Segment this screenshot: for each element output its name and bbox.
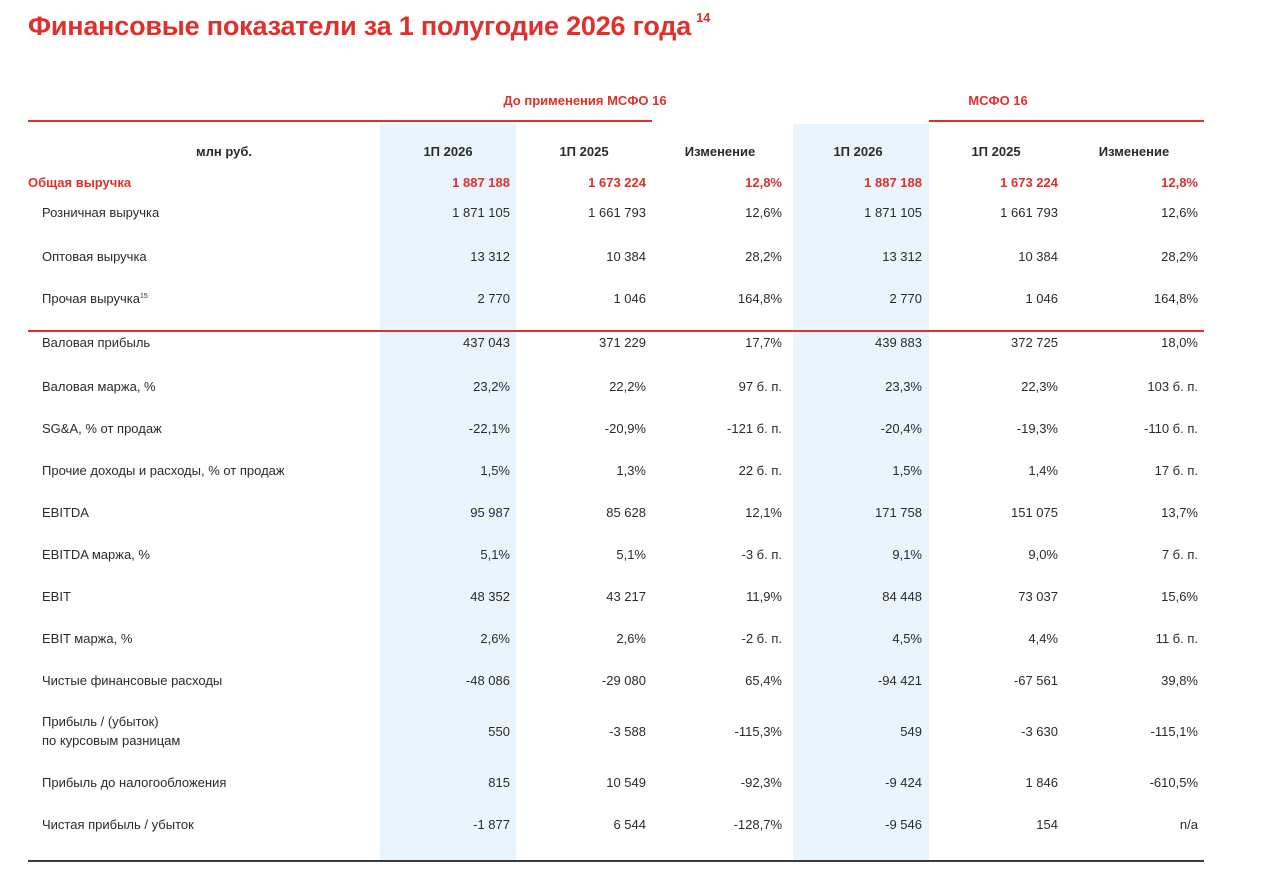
cell: 5,1% [480, 546, 510, 562]
cell: 103 б. п. [1147, 378, 1198, 394]
table-row [28, 533, 1204, 575]
row-label: Прочие доходы и расходы, % от продаж [42, 462, 285, 478]
cell: 22,3% [1021, 378, 1058, 394]
row-label: Чистая прибыль / убыток [42, 816, 194, 832]
cell: 73 037 [1018, 588, 1058, 604]
table-header-row [28, 128, 1204, 174]
header-top-rule-right [929, 120, 1204, 122]
cell: 10 384 [606, 248, 646, 264]
row-label-line: по курсовым разницам [42, 733, 181, 748]
header-top-rule-left [28, 120, 652, 122]
cell: 10 384 [1018, 248, 1058, 264]
cell: -128,7% [733, 816, 782, 832]
cell: -94 421 [877, 672, 922, 688]
col-header: 1П 2025 [971, 143, 1021, 159]
cell: 13 312 [882, 248, 922, 264]
cell: -92,3% [740, 774, 782, 790]
cell: 151 075 [1011, 504, 1058, 520]
cell: -110 б. п. [1144, 420, 1198, 436]
col-header: 1П 2026 [833, 143, 883, 159]
cell: 13,7% [1161, 504, 1198, 520]
cell: 22 б. п. [738, 462, 782, 478]
cell: 12,6% [745, 205, 782, 220]
cell: 2 770 [477, 290, 510, 306]
table-row [28, 235, 1204, 277]
cell: 43 217 [606, 588, 646, 604]
cell: 18,0% [1161, 334, 1198, 350]
table-row [28, 407, 1204, 449]
cell: 13 312 [470, 248, 510, 264]
cell: -22,1% [468, 420, 510, 436]
cell: 5,1% [616, 546, 646, 562]
row-label: EBIT [42, 588, 71, 604]
total-revenue-row [28, 174, 1204, 190]
table-row [28, 190, 1204, 235]
row-footnote: 15 [139, 292, 148, 300]
cell: 549 [900, 723, 922, 739]
row-label: Валовая прибыль [42, 334, 151, 350]
cell: -3 630 [1021, 723, 1058, 739]
row-label: Чистые финансовые расходы [42, 672, 223, 688]
cell: -48 086 [465, 672, 510, 688]
cell: 1 846 [1025, 774, 1058, 790]
row-label-line: Прибыль / (убыток) [42, 714, 159, 729]
cell: 1,3% [616, 462, 646, 478]
col-header: 1П 2026 [423, 143, 473, 159]
cell: 85 628 [606, 504, 646, 520]
cell: 12,8% [745, 174, 782, 190]
cell: 97 б. п. [738, 378, 782, 394]
main-rows [28, 319, 1204, 845]
cell: 1 871 105 [452, 205, 510, 220]
title-footnote: 14 [696, 10, 711, 25]
row-label: Розничная выручка [42, 205, 160, 220]
cell: 9,0% [1028, 546, 1058, 562]
row-label: Общая выручка [28, 174, 132, 190]
cell: 4,5% [892, 630, 922, 646]
table-row [28, 617, 1204, 659]
financials-table [28, 128, 1204, 845]
table-row [28, 803, 1204, 845]
cell: 17,7% [745, 334, 782, 350]
page-title [28, 10, 710, 42]
cell: -20,9% [604, 420, 646, 436]
row-label: EBITDA [42, 504, 89, 520]
col-header: Изменение [684, 143, 756, 159]
cell: -9 424 [885, 774, 922, 790]
cell: 22,2% [609, 378, 646, 394]
cell: 437 043 [463, 334, 510, 350]
cell: 9,1% [892, 546, 922, 562]
cell: 15,6% [1161, 588, 1198, 604]
cell: -3 588 [609, 723, 646, 739]
cell: 1 046 [1025, 290, 1058, 306]
cell: 1 673 224 [588, 174, 646, 190]
cell: 171 758 [875, 504, 922, 520]
cell: 371 229 [599, 334, 646, 350]
cell: -2 б. п. [741, 630, 782, 646]
cell: 1 887 188 [452, 174, 510, 190]
cell: 7 б. п. [1161, 546, 1198, 562]
group-label-ifrs16: МСФО 16 [968, 93, 1028, 108]
cell: 28,2% [1161, 248, 1198, 264]
cell: 154 [1036, 816, 1058, 832]
cell: -121 б. п. [727, 420, 782, 436]
cell: 2 770 [889, 290, 922, 306]
cell: 12,8% [1161, 174, 1198, 190]
table-row [28, 319, 1204, 365]
cell: -9 546 [885, 816, 922, 832]
cell: 164,8% [737, 290, 782, 306]
row-label: Оптовая выручка [42, 248, 147, 264]
table-bottom-rule [28, 860, 1204, 862]
group-label-pre-ifrs16: До применения МСФО 16 [503, 93, 667, 108]
row-label [28, 701, 380, 761]
table-row [28, 659, 1204, 701]
cell: 1,5% [892, 462, 922, 478]
cell: 39,8% [1161, 672, 1198, 688]
row-label [28, 277, 380, 319]
cell: 1,4% [1028, 462, 1058, 478]
cell: 2,6% [480, 630, 510, 646]
cell: 1 887 188 [864, 174, 922, 190]
cell: n/a [1179, 816, 1198, 832]
table-row [28, 449, 1204, 491]
cell: 6 544 [613, 816, 646, 832]
cell: 1 661 793 [588, 205, 646, 220]
cell: 12,6% [1161, 205, 1198, 220]
cell: 12,1% [745, 504, 782, 520]
cell: 95 987 [470, 504, 510, 520]
cell: -19,3% [1016, 420, 1058, 436]
cell: 372 725 [1011, 334, 1058, 350]
table-row [28, 277, 1204, 319]
table-row [28, 701, 1204, 761]
cell: 164,8% [1153, 290, 1198, 306]
row-label: Прибыль до налогообложения [42, 774, 227, 790]
cell: 439 883 [875, 334, 922, 350]
cell: -29 080 [601, 672, 646, 688]
cell: 84 448 [882, 588, 922, 604]
cell: 815 [488, 774, 510, 790]
cell: 65,4% [745, 672, 782, 688]
table-row [28, 491, 1204, 533]
cell: 23,3% [885, 378, 922, 394]
cell: 4,4% [1028, 630, 1058, 646]
page-title-text: Финансовые показатели за 1 полугодие 2026 года [28, 11, 692, 41]
cell: -20,4% [880, 420, 922, 436]
cell: 1 871 105 [864, 205, 922, 220]
row-label: Валовая маржа, % [42, 378, 156, 394]
cell: -3 б. п. [741, 546, 782, 562]
row-label: EBIT маржа, % [42, 630, 133, 646]
cell: -1 877 [473, 816, 510, 832]
col-header: 1П 2025 [559, 143, 609, 159]
table-row [28, 761, 1204, 803]
row-label: EBITDA маржа, % [42, 546, 150, 562]
cell: 1 673 224 [1000, 174, 1058, 190]
cell: -115,3% [734, 723, 782, 739]
cell: 11 б. п. [1155, 630, 1198, 646]
table-row [28, 365, 1204, 407]
cell: -115,1% [1150, 723, 1198, 739]
table-row [28, 575, 1204, 617]
cell: 17 б. п. [1154, 462, 1198, 478]
row-label: SG&A, % от продаж [42, 420, 162, 436]
cell: 48 352 [470, 588, 510, 604]
cell: 1 661 793 [1000, 205, 1058, 220]
cell: 10 549 [606, 774, 646, 790]
cell: 550 [488, 723, 510, 739]
cell: 28,2% [745, 248, 782, 264]
cell: -610,5% [1149, 774, 1198, 790]
cell: 23,2% [473, 378, 510, 394]
cell: 11,9% [746, 588, 782, 604]
cell: 1 046 [613, 290, 646, 306]
cell: 2,6% [616, 630, 646, 646]
cell: -67 561 [1013, 672, 1058, 688]
row-label-text: Прочая выручка [42, 290, 140, 306]
cell: 1,5% [480, 462, 510, 478]
unit-header: млн руб. [196, 143, 252, 159]
col-header: Изменение [1098, 143, 1170, 159]
